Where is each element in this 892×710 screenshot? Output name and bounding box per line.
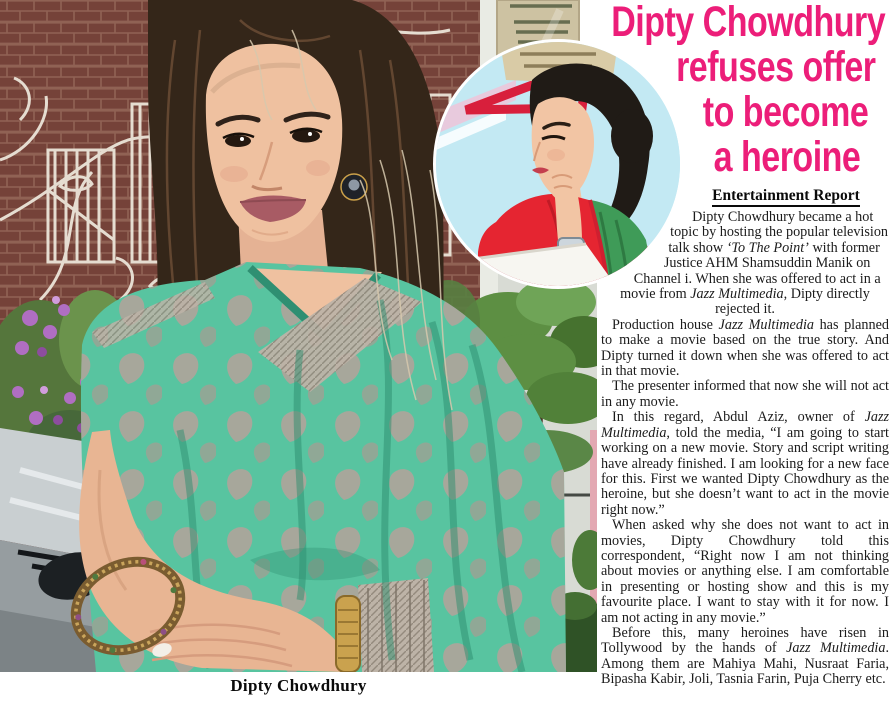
article-paragraph: When asked why she does not want to act in movies, Dipty Chowdhury told this correspondent, “Right now I am not thinking about movies or anything else. I am comfortable in presenting or hosting show and this is my favourite place. I want to stay with it for now. I am not acting in any movie.” bbox=[601, 517, 889, 626]
headline-line-3: to become bbox=[702, 89, 869, 137]
photo-caption: Dipty Chowdhury bbox=[230, 676, 367, 695]
article-paragraph: Production house Jazz Multimedia has planned to make a movie based on the true story. And Dipty turned it down when she was offered to act in that movie. bbox=[601, 316, 889, 380]
article-paragraph: In this regard, Abdul Aziz, owner of Jazz Multimedia, told the media, “I am going to start working on a new movie. Story and script writing have already finished. I am looking for a new face for this. First we wanted Dipty Chowdhury as the heroine, but she doesn’t want to act in the movie right now.” bbox=[601, 409, 889, 518]
headline-line-4: a heroine bbox=[713, 134, 861, 182]
article-paragraph: Before this, many heroines have risen in Tollywood by the hands of Jazz Multimedia. Among them are Mahiya Mahi, Nusraat Faria, Bipasha Kabir, Joli, Tasnia Farin, Puja Cherry etc. bbox=[601, 624, 889, 688]
watch bbox=[336, 596, 360, 672]
article-paragraph: The presenter informed that now she will not act in any movie. bbox=[601, 378, 889, 410]
byline-text: Entertainment Report bbox=[712, 187, 860, 207]
article-paragraph: Dipty Chowdhury became a hot topic by hosting the popular television talk show ‘To The Point’ with former Justice AHM Shamsuddin Manik on Channel i. When she was offered to act in a movie from Jazz Multimedia, Dipty directly rejected it. bbox=[620, 209, 889, 318]
article-body bbox=[601, 210, 889, 688]
article-column bbox=[601, 0, 889, 710]
headline-line-1: Dipty Chowdhury bbox=[611, 0, 886, 47]
headline-line-2: refuses offer bbox=[676, 44, 876, 92]
